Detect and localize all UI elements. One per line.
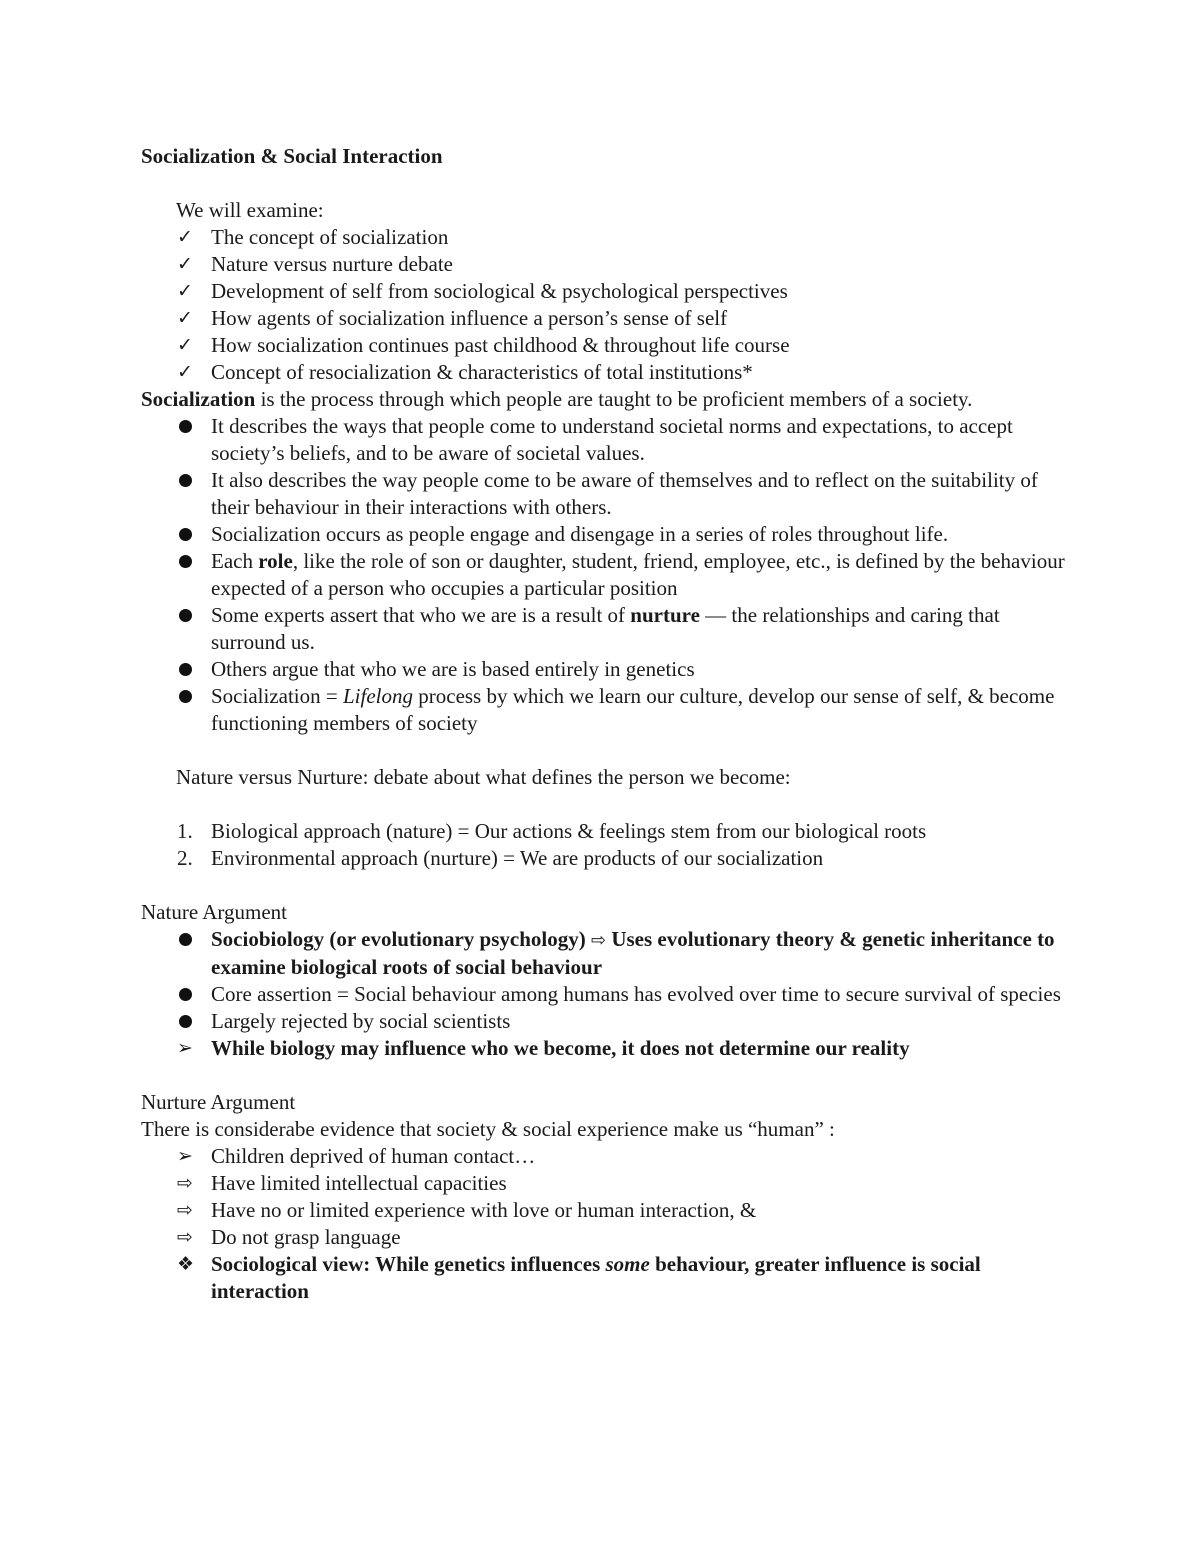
arrow-icon: ⇨ — [177, 1172, 193, 1194]
bullet-dot-icon — [179, 933, 192, 946]
diamond-bullet-icon: ❖ — [177, 1253, 195, 1275]
document-title: Socialization & Social Interaction — [141, 144, 443, 168]
numbered-item: 2. Environmental approach (nurture) = We are products of our socialization — [177, 846, 824, 870]
nature-heading: Nature Argument — [141, 900, 287, 924]
nurture-lead: There is considerabe evidence that society & social experience make us “human” : — [141, 1117, 835, 1141]
check-item: ✓ Development of self from sociological & psychological perspectives — [177, 279, 788, 303]
bullet-item: Socialization occurs as people engage and disengage in a series of roles throughout life. — [141, 521, 1071, 548]
numbered-item: 1. Biological approach (nature) = Our actions & feelings stem from our biological roots — [177, 819, 927, 843]
nurture-heading: Nurture Argument — [141, 1090, 296, 1114]
check-item: ✓ How agents of socialization influence a person’s sense of self — [177, 306, 728, 330]
bullet-dot-icon — [179, 690, 192, 703]
bullet-item: It describes the ways that people come to understand societal norms and expectations, to accept society’s beliefs, and to be aware of societal values. — [141, 413, 1071, 467]
bullet-item: Each role, like the role of son or daughter, student, friend, employee, etc., is defined by the behaviour expected of a person who occupies a particular position — [141, 548, 1071, 602]
bullet-dot-icon — [179, 609, 192, 622]
bullet-item: Socialization = Lifelong process by which we learn our culture, develop our sense of self, & become functioning members of society — [141, 683, 1071, 737]
diamond-item: ❖ Sociological view: While genetics influences some behaviour, greater influence is social interaction — [177, 1252, 981, 1303]
bullet-dot-icon — [179, 474, 192, 487]
check-item: ✓ Concept of resocialization & characteristics of total institutions* — [177, 360, 753, 384]
bullet-item: Some experts assert that who we are is a result of nurture — the relationships and caring that surround us. — [141, 602, 1071, 656]
definition-paragraph: Socialization is the process through which people are taught to be proficient members of a society. — [141, 387, 973, 411]
bullet-item: Sociobiology (or evolutionary psychology) ⇨ Uses evolutionary theory & genetic inheritance to examine biological roots of social behaviour — [141, 926, 1071, 981]
check-icon: ✓ — [177, 334, 193, 356]
arrow-icon: ⇨ — [590, 930, 607, 951]
arrow-item: ⇨ Do not grasp language — [177, 1225, 401, 1249]
definition-term: Socialization — [141, 387, 256, 411]
bullet-dot-icon — [179, 555, 192, 568]
chevron-item: ➢ While biology may influence who we become, it does not determine our reality — [177, 1036, 910, 1060]
check-icon: ✓ — [177, 280, 193, 302]
bullet-item: Others argue that who we are is based entirely in genetics — [141, 656, 1071, 683]
bullet-dot-icon — [179, 988, 192, 1001]
nvn-lead: Nature versus Nurture: debate about what defines the person we become: — [176, 765, 791, 789]
check-icon: ✓ — [177, 361, 193, 383]
check-item: ✓ The concept of socialization — [177, 225, 449, 249]
chevron-arrow-icon: ➢ — [177, 1037, 193, 1059]
bullet-dot-icon — [179, 663, 192, 676]
arrow-icon: ⇨ — [177, 1226, 193, 1248]
arrow-icon: ⇨ — [177, 1199, 193, 1221]
intro-lead: We will examine: — [176, 198, 324, 222]
arrow-item: ⇨ Have limited intellectual capacities — [177, 1171, 507, 1195]
chevron-item: ➢ Children deprived of human contact… — [177, 1144, 536, 1168]
bullet-item: It also describes the way people come to be aware of themselves and to reflect on the suitability of their behaviour in their interactions with others. — [141, 467, 1071, 521]
bullet-dot-icon — [179, 1015, 192, 1028]
arrow-item: ⇨ Have no or limited experience with love or human interaction, & — [177, 1198, 757, 1222]
chevron-arrow-icon: ➢ — [177, 1145, 193, 1167]
check-item: ✓ How socialization continues past childhood & throughout life course — [177, 333, 790, 357]
bullet-dot-icon — [179, 420, 192, 433]
check-icon: ✓ — [177, 253, 193, 275]
bullet-dot-icon — [179, 528, 192, 541]
intro-section — [141, 197, 1071, 1305]
bullet-item: Core assertion = Social behaviour among humans has evolved over time to secure survival of species — [141, 981, 1071, 1008]
check-icon: ✓ — [177, 226, 193, 248]
check-icon: ✓ — [177, 307, 193, 329]
check-item: ✓ Nature versus nurture debate — [177, 252, 453, 276]
bullet-item: Largely rejected by social scientists — [141, 1008, 1071, 1035]
